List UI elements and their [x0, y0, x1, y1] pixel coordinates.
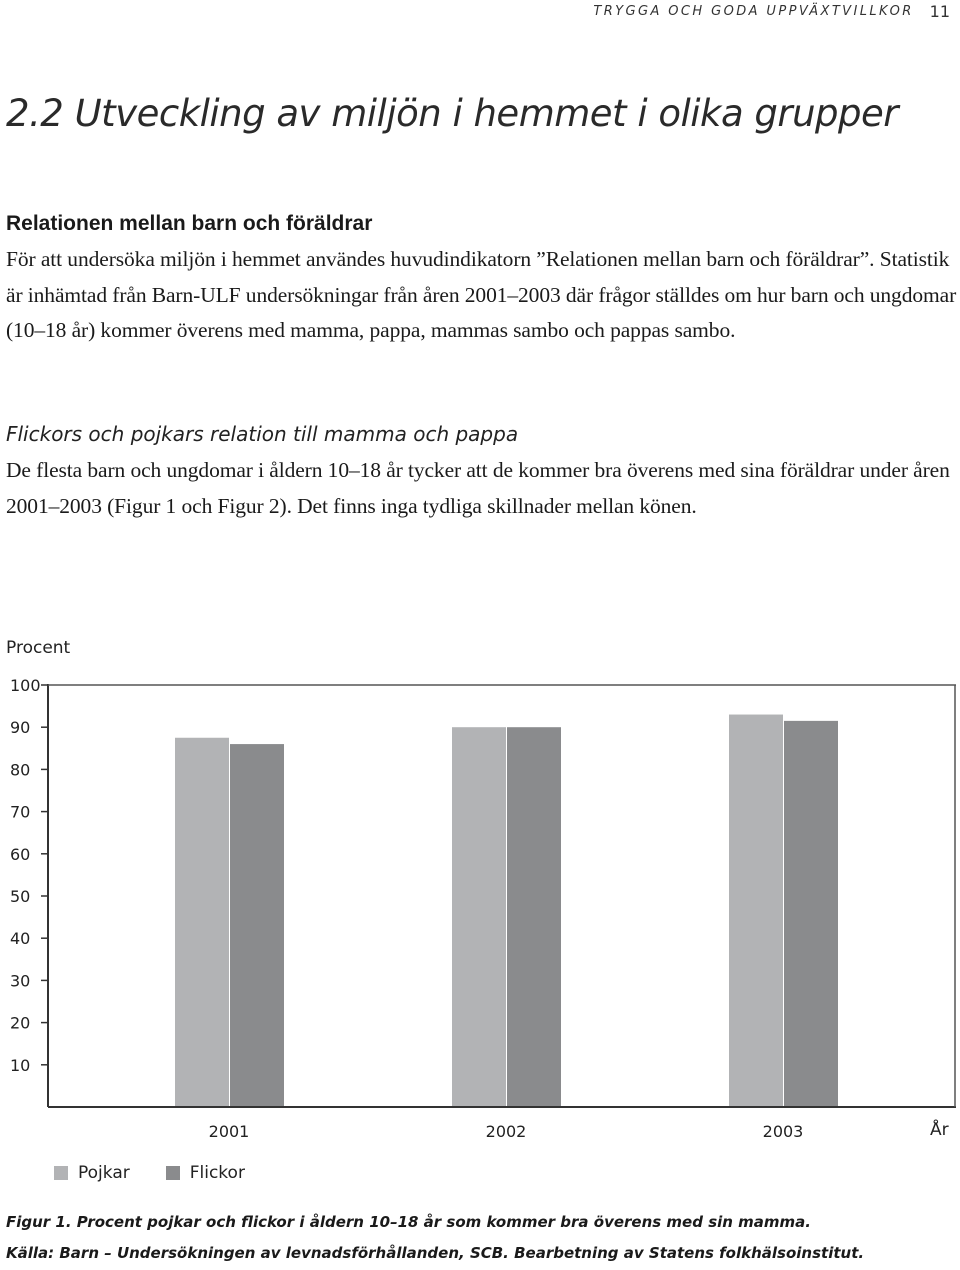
- legend-label-pojkar: Pojkar: [78, 1163, 130, 1183]
- y-tick-label: 40: [10, 929, 31, 949]
- figure-source: Källa: Barn – Undersökningen av levnadsförhållanden, SCB. Bearbetning av Statens folkhälsoinstitut.: [6, 1244, 865, 1262]
- y-tick-label: 30: [10, 971, 31, 991]
- y-tick-label: 70: [10, 802, 31, 822]
- x-tick-label: 2003: [762, 1122, 804, 1141]
- x-tick-label: 2002: [485, 1122, 527, 1141]
- bar-pojkar-2002: [452, 727, 506, 1107]
- sub-heading: Relationen mellan barn och föräldrar: [6, 212, 373, 235]
- paragraph-2: De flesta barn och ungdomar i åldern 10–18 år tycker att de kommer bra överens med sina föräldrar under åren 2001–2003 (Figur 1 och Figur 2). Det finns inga tydliga skillnader mellan könen.: [6, 458, 950, 518]
- bar-chart: [0, 620, 960, 1200]
- legend-item-flickor: [166, 1163, 245, 1183]
- running-head: [593, 0, 950, 22]
- y-tick-label: 80: [10, 760, 31, 780]
- x-axis-title: År: [930, 1120, 949, 1140]
- chart-legend: [54, 1163, 245, 1183]
- italic-heading: Flickors och pojkars relation till mamma och pappa: [6, 422, 519, 446]
- y-tick-label: 50: [10, 887, 31, 906]
- y-tick-label: 90: [10, 718, 31, 738]
- bar-pojkar-2001: [175, 738, 229, 1107]
- y-axis-ticks: [10, 676, 48, 1075]
- running-head-title: TRYGGA OCH GODA UPPVÄXTVILLKOR: [593, 3, 914, 19]
- paragraph-1: För att undersöka miljön i hemmet användes huvudindikatorn ”Relationen mellan barn och föräldrar”. Statistik är inhämtad från Barn-ULF undersökningar från åren 2001–2003 där frågor ställdes om hur barn och ungdomar (10–18 år) kommer överens med mamma, pappa, mammas sambo och pappas sambo.: [6, 247, 957, 342]
- legend-item-pojkar: [54, 1163, 130, 1183]
- bar-flickor-2002: [507, 727, 561, 1107]
- bar-pojkar-2003: [729, 715, 783, 1107]
- y-tick-label: 10: [10, 1055, 31, 1075]
- x-tick-label: 2001: [208, 1122, 250, 1141]
- y-tick-label: 60: [10, 844, 31, 864]
- legend-label-flickor: Flickor: [189, 1163, 245, 1183]
- bar-group: [175, 715, 838, 1107]
- figure-caption: Figur 1. Procent pojkar och flickor i åldern 10–18 år som kommer bra överens med sin mamma.: [6, 1213, 811, 1231]
- bar-flickor-2003: [784, 721, 838, 1107]
- y-axis-title: Procent: [6, 638, 71, 658]
- legend-swatch-pojkar: [54, 1166, 68, 1180]
- x-axis-labels: [209, 1122, 804, 1141]
- y-tick-label: 20: [10, 1013, 31, 1033]
- page-number: 11: [929, 1, 950, 21]
- y-tick-label: 100: [10, 676, 41, 695]
- legend-swatch-flickor: [166, 1166, 180, 1180]
- section-title: 2.2 Utveckling av miljön i hemmet i olika grupper: [6, 92, 899, 135]
- bar-flickor-2001: [230, 744, 284, 1107]
